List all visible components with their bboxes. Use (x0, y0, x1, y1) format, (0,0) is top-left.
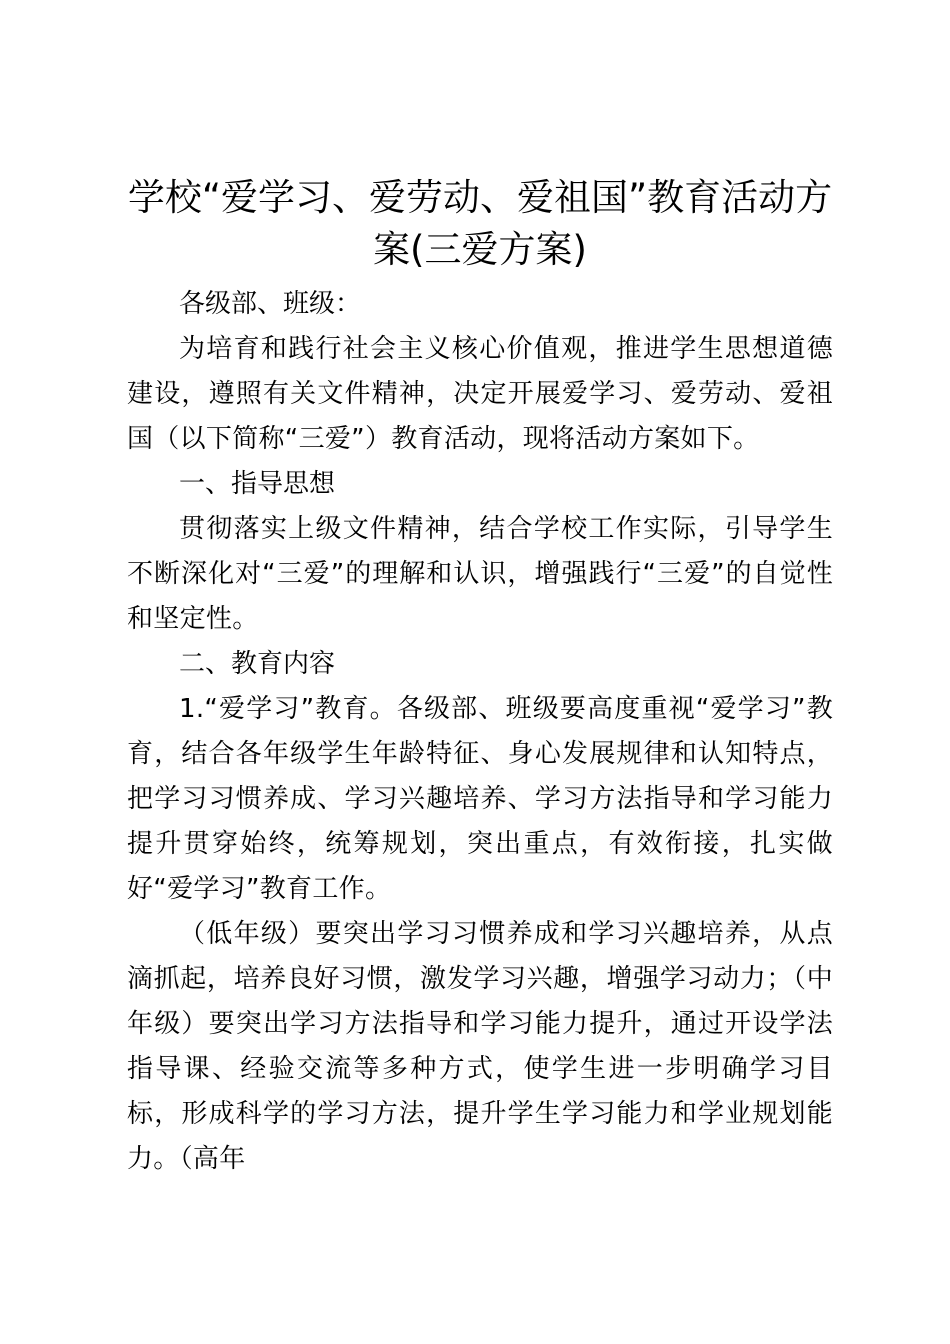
salutation: 各级部、班级： (179, 289, 362, 319)
document-page (127, 172, 833, 1182)
intro-paragraph: 为培育和践行社会主义核心价值观，推进学生思想道德建设，遵照有关文件精神，决定开展爱学习、爱劳动、爱祖国（以下简称“三爱”）教育活动，现将活动方案如下。 (127, 334, 833, 454)
guiding-ideology-paragraph: 贯彻落实上级文件精神，结合学校工作实际，引导学生不断深化对“三爱”的理解和认识，增强践行“三爱”的自觉性和坚定性。 (127, 514, 833, 634)
section-heading-guiding-ideology: 一、指导思想 (179, 469, 336, 499)
love-learning-paragraph: 1.“爱学习”教育。各级部、班级要高度重视“爱学习”教育，结合各年级学生年龄特征、身心发展规律和认知特点，把学习习惯养成、学习兴趣培养、学习方法指导和学习能力提升贯穿始终，统筹规划，突出重点，有效衔接，扎实做好“爱学习”教育工作。 (127, 694, 833, 904)
section-heading-education-content: 二、教育内容 (179, 649, 336, 679)
grade-level-paragraph: （低年级）要突出学习习惯养成和学习兴趣培养，从点滴抓起，培养良好习惯，激发学习兴趣，增强学习动力；（中年级）要突出学习方法指导和学习能力提升，通过开设学法指导课、经验交流等多种方式，使学生进一步明确学习目标，形成科学的学习方法，提升学生学习能力和学业规划能力。（高年 (127, 919, 833, 1174)
document-title: 学校“爱学习、爱劳动、爱祖国”教育活动方案(三爱方案) (127, 176, 833, 271)
